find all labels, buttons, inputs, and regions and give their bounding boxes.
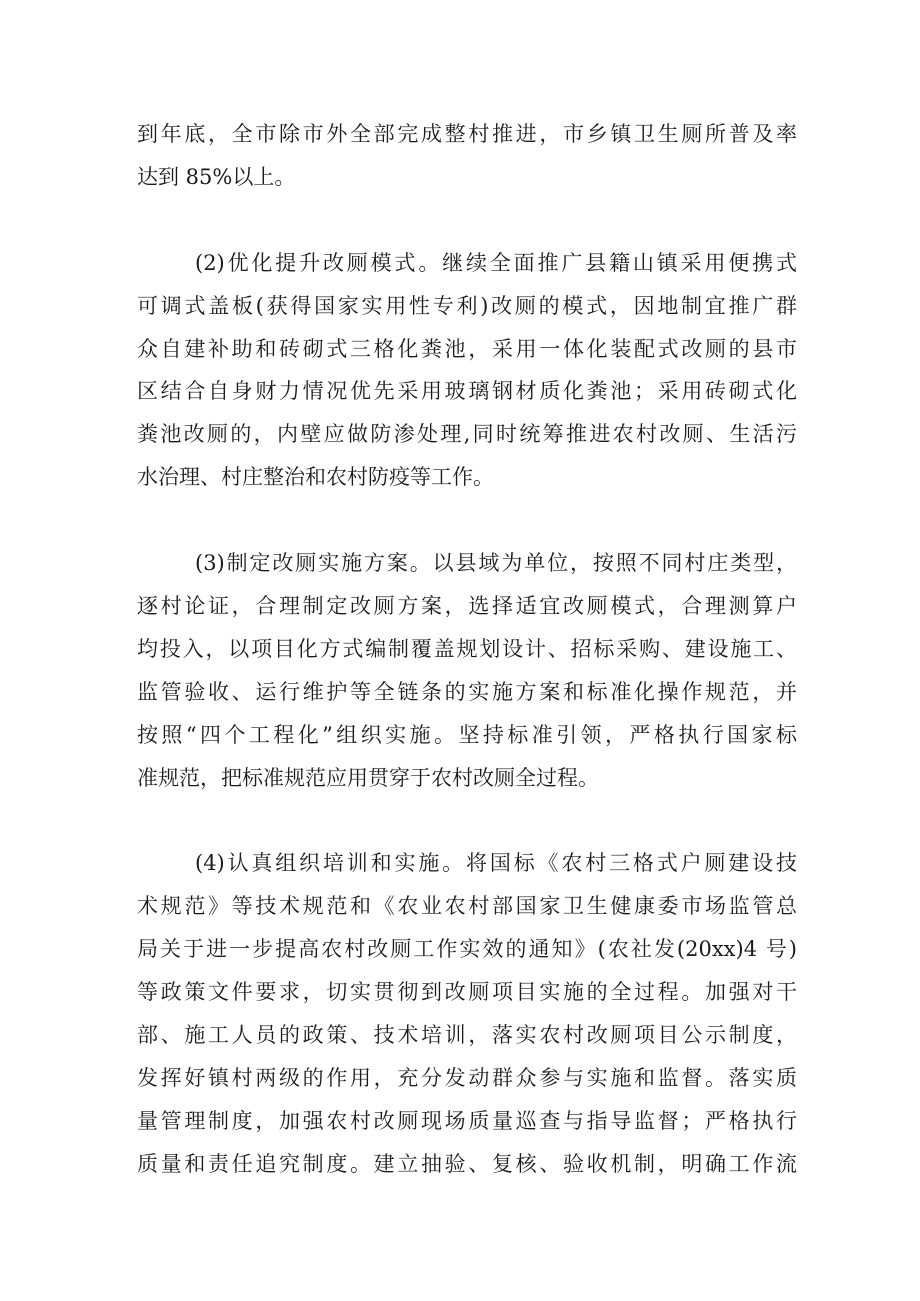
paragraph-gap: [137, 799, 797, 842]
text-line: 逐村论证，合理制定改厕方案，选择适宜改厕模式，合理测算户: [137, 594, 797, 619]
text-line: 粪池改厕的，内壁应做防渗处理,同时统筹推进农村改厕、生活污: [137, 422, 797, 447]
text-line: 局关于进一步提高农村改厕工作实效的通知》(农社发(20xx)4 号): [137, 937, 797, 962]
text-line: 发挥好镇村两级的作用，充分发动群众参与实施和监督。落实质: [137, 1065, 797, 1090]
text-line: 均投入，以项目化方式编制覆盖规划设计、招标采购、建设施工、: [137, 636, 797, 661]
document-body: [137, 113, 797, 1186]
text-line: 区结合自身财力情况优先采用玻璃钢材质化粪池；采用砖砌式化: [137, 379, 797, 404]
text-line: 质量和责任追究制度。建立抽验、复核、验收机制，明确工作流: [137, 1151, 797, 1176]
text-line: 准规范，把标准规范应用贯穿于农村改厕全过程。: [137, 765, 599, 790]
paragraph-item-2: [137, 242, 797, 499]
text-line: 监管验收、运行维护等全链条的实施方案和标准化操作规范，并: [137, 679, 797, 704]
paragraph-item-3: [137, 542, 797, 799]
text-line: 术规范》等技术规范和《农业农村部国家卫生健康委市场监管总: [137, 894, 797, 919]
text-line: 达到 85%以上。: [137, 164, 296, 189]
text-line: 量管理制度，加强农村改厕现场质量巡查与指导监督；严格执行: [137, 1108, 797, 1133]
text-line: 可调式盖板(获得国家实用性专利)改厕的模式，因地制宜推广群: [137, 293, 797, 318]
paragraph-gap: [137, 199, 797, 242]
text-line: 等政策文件要求，切实贯彻到改厕项目实施的全过程。加强对干: [137, 980, 797, 1005]
text-line: 部、施工人员的政策、技术培训，落实农村改厕项目公示制度，: [137, 1023, 797, 1048]
paragraph-item-4: [137, 842, 797, 1185]
paragraph-intro-continuation: [137, 113, 797, 199]
text-line: (3)制定改厕实施方案。以县域为单位，按照不同村庄类型，: [195, 551, 797, 576]
text-line: (4)认真组织培训和实施。将国标《农村三格式户厕建设技: [195, 851, 797, 876]
text-line: 众自建补助和砖砌式三格化粪池，采用一体化装配式改厕的县市: [137, 336, 797, 361]
text-line: (2)优化提升改厕模式。继续全面推广县籍山镇采用便携式: [195, 250, 797, 275]
text-line: 按照“四个工程化”组织实施。坚持标准引领，严格执行国家标: [137, 722, 797, 747]
text-line: 水治理、村庄整治和农村防疫等工作。: [137, 465, 494, 490]
paragraph-gap: [137, 499, 797, 542]
text-line: 到年底，全市除市外全部完成整村推进，市乡镇卫生厕所普及率: [137, 122, 797, 146]
